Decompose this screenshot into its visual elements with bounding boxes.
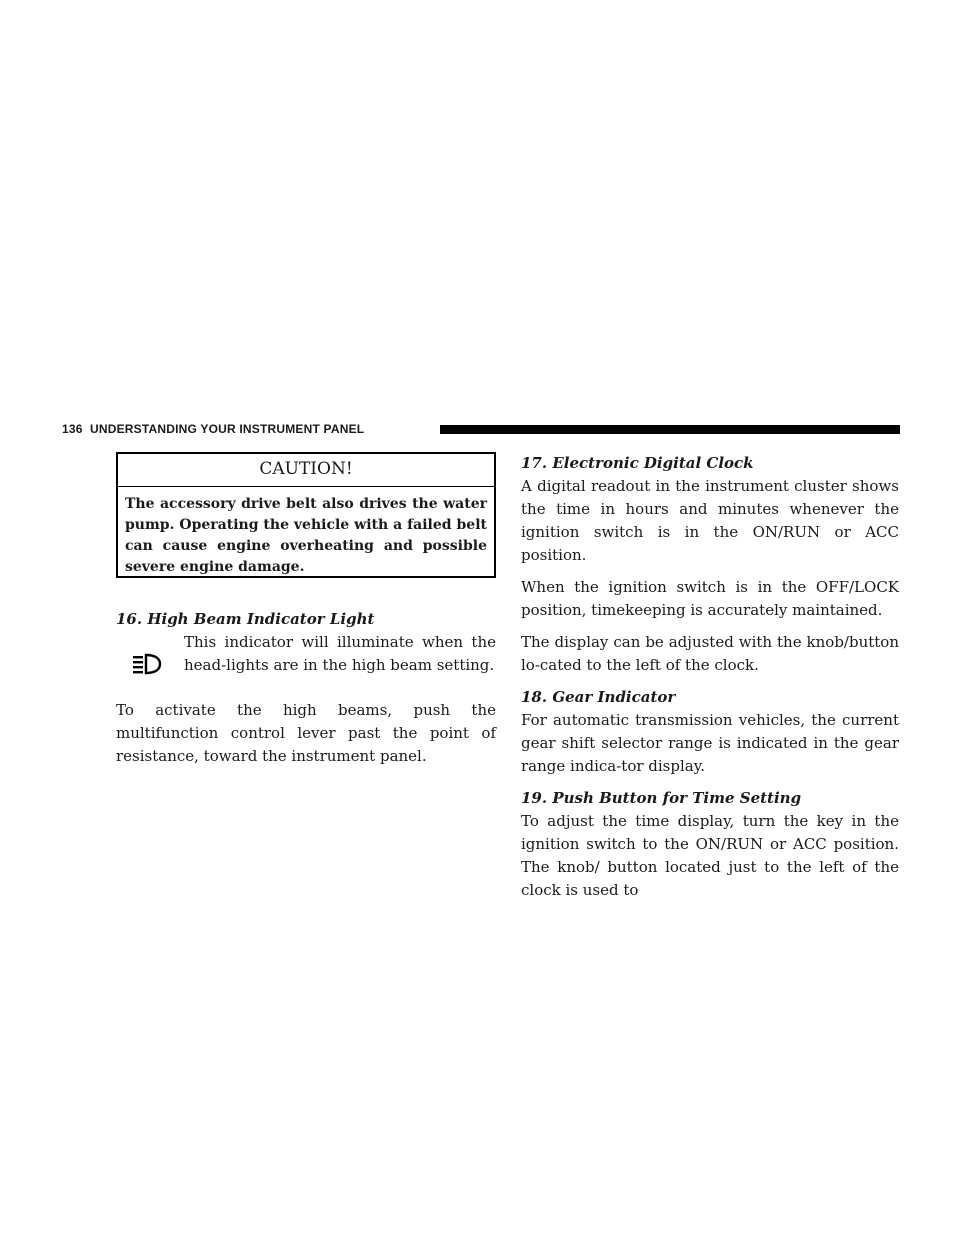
right-column (521, 452, 899, 902)
left-column (116, 452, 496, 768)
item17-paragraph-3: The display can be adjusted with the knob/button lo-cated to the left of the clock. (521, 633, 899, 674)
page-header (62, 420, 900, 440)
item16-indicator-row (116, 631, 496, 687)
high-beam-icon (132, 653, 162, 675)
header-rule (440, 425, 900, 434)
item19-heading: 19. Push Button for Time Setting (521, 789, 802, 807)
item19-paragraph: To adjust the time display, turn the key in the ignition switch to the ON/RUN or ACC position. The knob/ button located just to the left of the clock is used to (521, 812, 899, 899)
caution-box (116, 452, 496, 578)
caution-divider (118, 486, 494, 487)
item16-text: This indicator will illuminate when the head-lights are in the high beam setting. (184, 633, 496, 674)
caution-title: CAUTION! (259, 459, 353, 479)
page-number: 136 (62, 422, 83, 436)
item16-paragraph: To activate the high beams, push the multifunction control lever past the point of resistance, toward the instrument panel. (116, 701, 496, 765)
item17-paragraph-1: A digital readout in the instrument cluster shows the time in hours and minutes whenever the ignition switch is in the ON/RUN or ACC position. (521, 477, 899, 564)
item18-paragraph: For automatic transmission vehicles, the current gear shift selector range is indicated in the gear range indica-tor display. (521, 711, 899, 775)
item17-paragraph-2: When the ignition switch is in the OFF/LOCK position, timekeeping is accurately maintained. (521, 578, 899, 619)
item18-heading: 18. Gear Indicator (521, 688, 676, 706)
section-title: UNDERSTANDING YOUR INSTRUMENT PANEL (90, 422, 365, 436)
item16-heading: 16. High Beam Indicator Light (116, 610, 375, 628)
item17-heading: 17. Electronic Digital Clock (521, 454, 754, 472)
caution-body: The accessory drive belt also drives the water pump. Operating the vehicle with a failed belt can cause engine overheating and possible severe engine damage. (125, 496, 487, 575)
